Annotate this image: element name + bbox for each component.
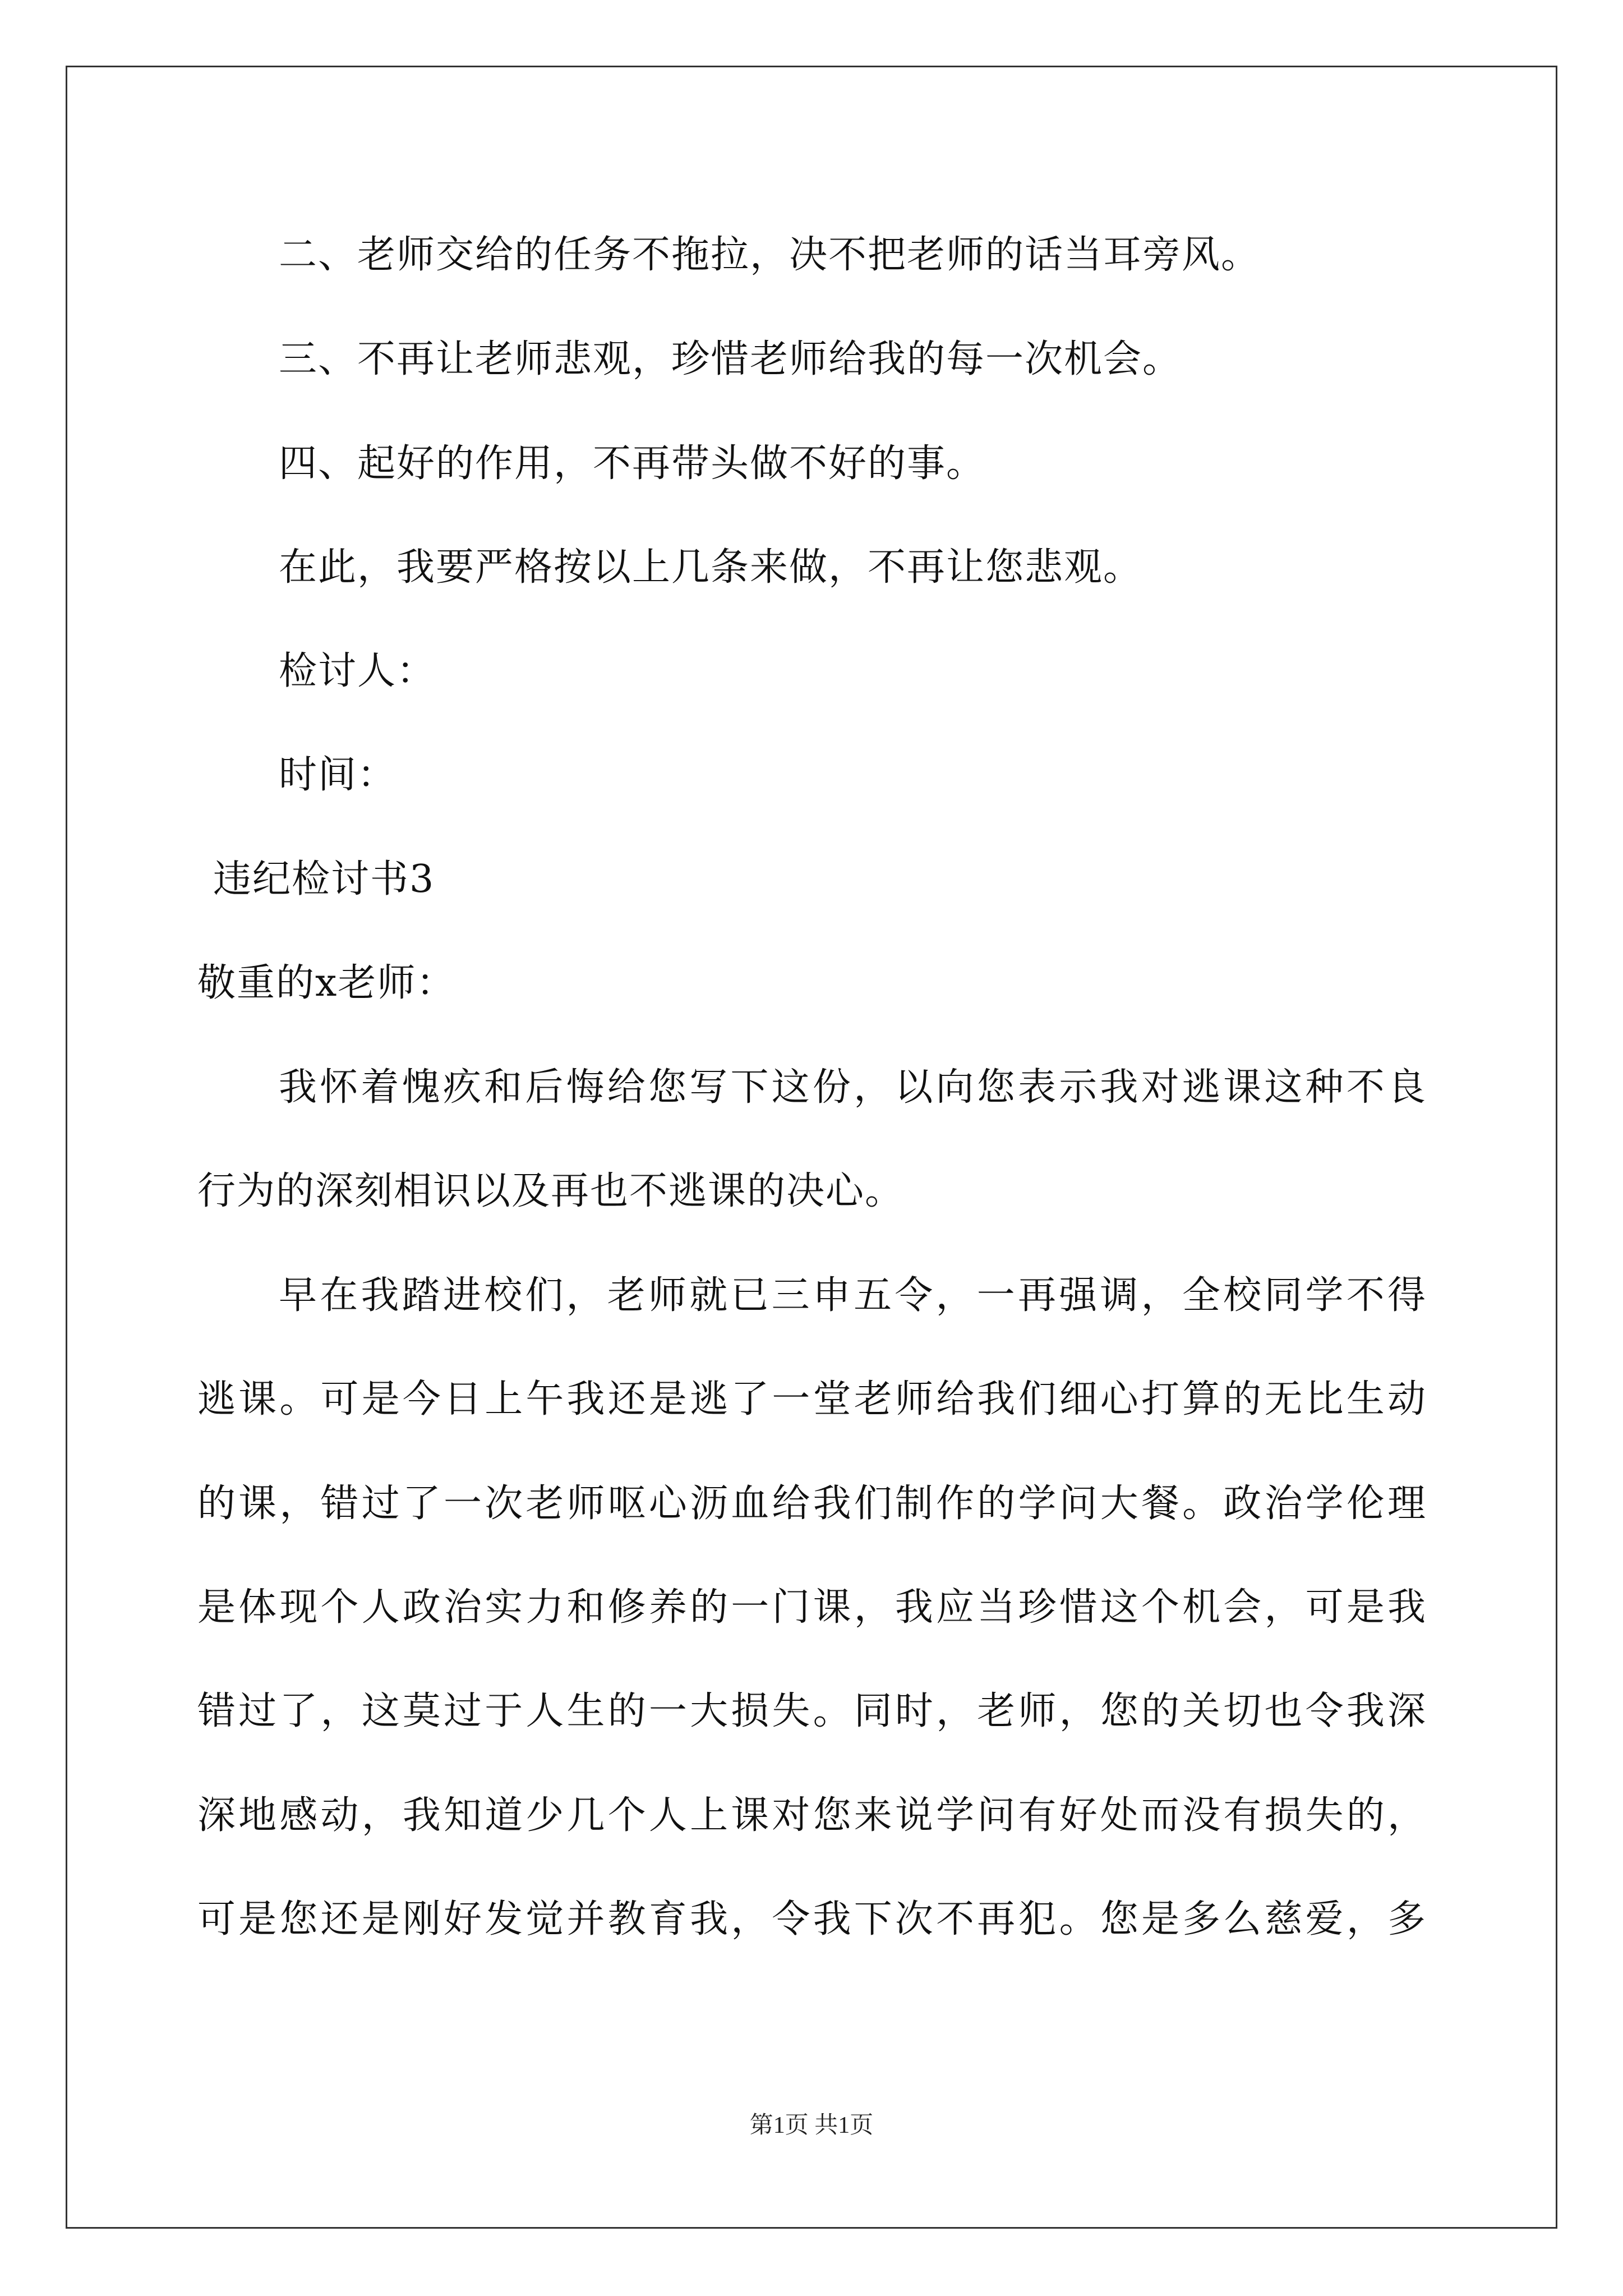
closing-statement: 在此，我要严格按以上几条来做，不再让您悲观。: [279, 545, 1143, 590]
item-four: 四、起好的作用，不再带头做不好的事。: [279, 441, 986, 486]
paragraph-line: 我怀着愧疚和后悔给您写下这份，以向您表示我对逃课这种不良: [279, 1065, 1427, 1110]
paragraph-line: 的课，错过了一次老师呕心沥血给我们制作的学问大餐。政治学伦理: [197, 1481, 1427, 1526]
paragraph-line: 逃课。可是今日上午我还是逃了一堂老师给我们细心打算的无比生动: [197, 1377, 1427, 1421]
salutation: 敬重的x老师：: [197, 961, 456, 1005]
section-title: 违纪检讨书3: [213, 857, 435, 901]
item-two: 二、老师交给的任务不拖拉，决不把老师的话当耳旁风。: [279, 233, 1261, 277]
paragraph-line: 早在我踏进校们，老师就已三申五令，一再强调，全校同学不得: [279, 1273, 1427, 1318]
paragraph-line: 是体现个人政治实力和修养的一门课，我应当珍惜这个机会，可是我: [197, 1585, 1427, 1630]
signature-label: 检讨人：: [279, 649, 436, 693]
item-three: 三、不再让老师悲观，珍惜老师给我的每一次机会。: [279, 337, 1182, 381]
paragraph-line: 深地感动，我知道少几个人上课对您来说学问有好处而没有损失的，: [197, 1793, 1427, 1838]
date-label: 时间：: [279, 753, 397, 797]
paragraph-line: 可是您还是刚好发觉并教育我，令我下次不再犯。您是多么慈爱，多: [197, 1897, 1427, 1941]
paragraph-line: 错过了，这莫过于人生的一大损失。同时，老师，您的关切也令我深: [197, 1689, 1427, 1733]
paragraph-line: 行为的深刻相识以及再也不逃课的决心。: [197, 1169, 905, 1213]
page-footer: 第1页 共1页: [749, 2113, 874, 2138]
